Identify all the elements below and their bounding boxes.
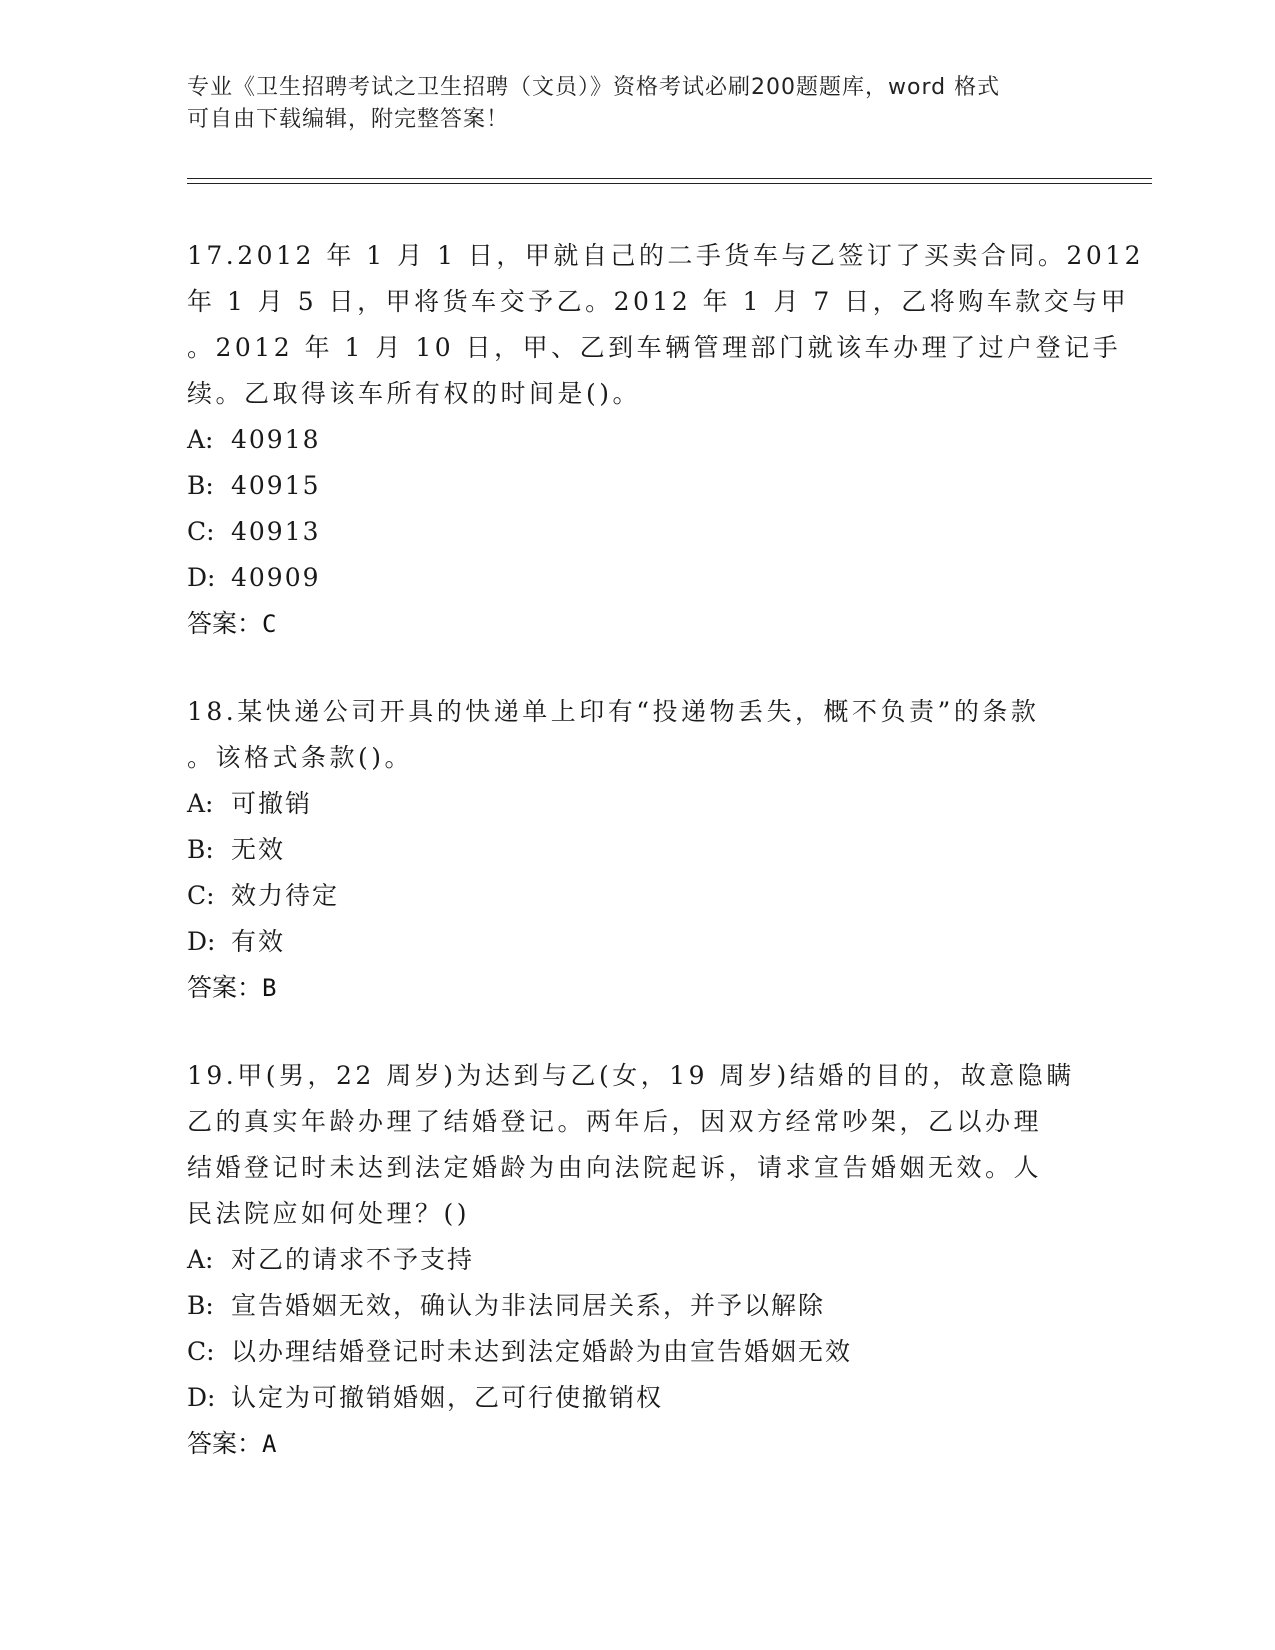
question-stem-line: 民法院应如何处理？() <box>187 1199 471 1228</box>
question-17 <box>187 233 1145 647</box>
question-stem-line: 。该格式条款()。 <box>187 743 414 772</box>
question-stem-line: 乙的真实年龄办理了结婚登记。两年后，因双方经常吵架，乙以办理 <box>187 1107 1043 1136</box>
option-letter: C: <box>187 1337 215 1366</box>
option-letter: D: <box>187 1383 216 1412</box>
answer-line <box>187 965 1087 1011</box>
header-line-1: 专业《卫生招聘考试之卫生招聘（文员）》资格考试必刷200题题库，word 格式 <box>187 75 1001 100</box>
answer-value: B <box>262 974 277 1002</box>
option-letter: A: <box>187 789 214 818</box>
answer-line <box>187 601 1087 647</box>
option-text: 可撤销 <box>231 789 313 818</box>
answer-label: 答案： <box>187 609 263 638</box>
option-b <box>187 827 1087 873</box>
option-letter: A: <box>187 425 214 454</box>
question-stem-line: 17.2012 年 1 月 1 日，甲就自己的二手货车与乙签订了买卖合同。2012 <box>187 241 1145 270</box>
option-letter: D: <box>187 563 216 592</box>
option-c <box>187 873 1087 919</box>
question-stem-line: 续。乙取得该车所有权的时间是()。 <box>187 379 642 408</box>
option-d <box>187 919 1087 965</box>
option-text: 宣告婚姻无效，确认为非法同居关系，并予以解除 <box>231 1291 826 1320</box>
document-header <box>187 72 1087 136</box>
header-divider-top <box>187 178 1152 179</box>
option-letter: B: <box>187 835 214 864</box>
question-stem-line: 结婚登记时未达到法定婚龄为由向法院起诉，请求宣告婚姻无效。人 <box>187 1153 1043 1182</box>
option-text: 以办理结婚登记时未达到法定婚龄为由宣告婚姻无效 <box>231 1337 853 1366</box>
header-divider-bottom <box>187 183 1152 184</box>
option-letter: A: <box>187 1245 214 1274</box>
option-a <box>187 1237 1087 1283</box>
option-b <box>187 1283 1087 1329</box>
answer-value: A <box>262 1430 277 1458</box>
option-d <box>187 1375 1087 1421</box>
question-stem-line: 。2012 年 1 月 10 日，甲、乙到车辆管理部门就该车办理了过户登记手 <box>187 333 1122 362</box>
option-letter: B: <box>187 1291 214 1320</box>
option-text: 效力待定 <box>231 881 340 910</box>
option-text: 40909 <box>231 563 321 592</box>
option-text: 有效 <box>231 927 286 956</box>
option-letter: D: <box>187 927 216 956</box>
option-c <box>187 509 1087 555</box>
option-letter: C: <box>187 881 215 910</box>
option-c <box>187 1329 1087 1375</box>
option-text: 对乙的请求不予支持 <box>231 1245 475 1274</box>
answer-line <box>187 1421 1087 1467</box>
question-stem-line: 年 1 月 5 日，甲将货车交予乙。2012 年 1 月 7 日，乙将购车款交与甲 <box>187 287 1130 316</box>
option-a <box>187 417 1087 463</box>
answer-value: C <box>262 610 277 638</box>
option-text: 无效 <box>231 835 286 864</box>
question-18 <box>187 689 1087 1011</box>
option-letter: B: <box>187 471 214 500</box>
option-text: 40918 <box>231 425 321 454</box>
option-d <box>187 555 1087 601</box>
question-19 <box>187 1053 1087 1467</box>
question-stem-line: 19.甲(男，22 周岁)为达到与乙(女，19 周岁)结婚的目的，故意隐瞒 <box>187 1061 1075 1090</box>
answer-label: 答案： <box>187 1429 263 1458</box>
option-a <box>187 781 1087 827</box>
option-b <box>187 463 1087 509</box>
option-text: 40913 <box>231 517 321 546</box>
option-text: 认定为可撤销婚姻，乙可行使撤销权 <box>231 1383 664 1412</box>
answer-label: 答案： <box>187 973 263 1002</box>
header-line-2: 可自由下载编辑，附完整答案！ <box>187 107 510 132</box>
question-stem-line: 18.某快递公司开具的快递单上印有“投递物丢失，概不负责”的条款 <box>187 697 1040 726</box>
option-text: 40915 <box>231 471 321 500</box>
option-letter: C: <box>187 517 215 546</box>
